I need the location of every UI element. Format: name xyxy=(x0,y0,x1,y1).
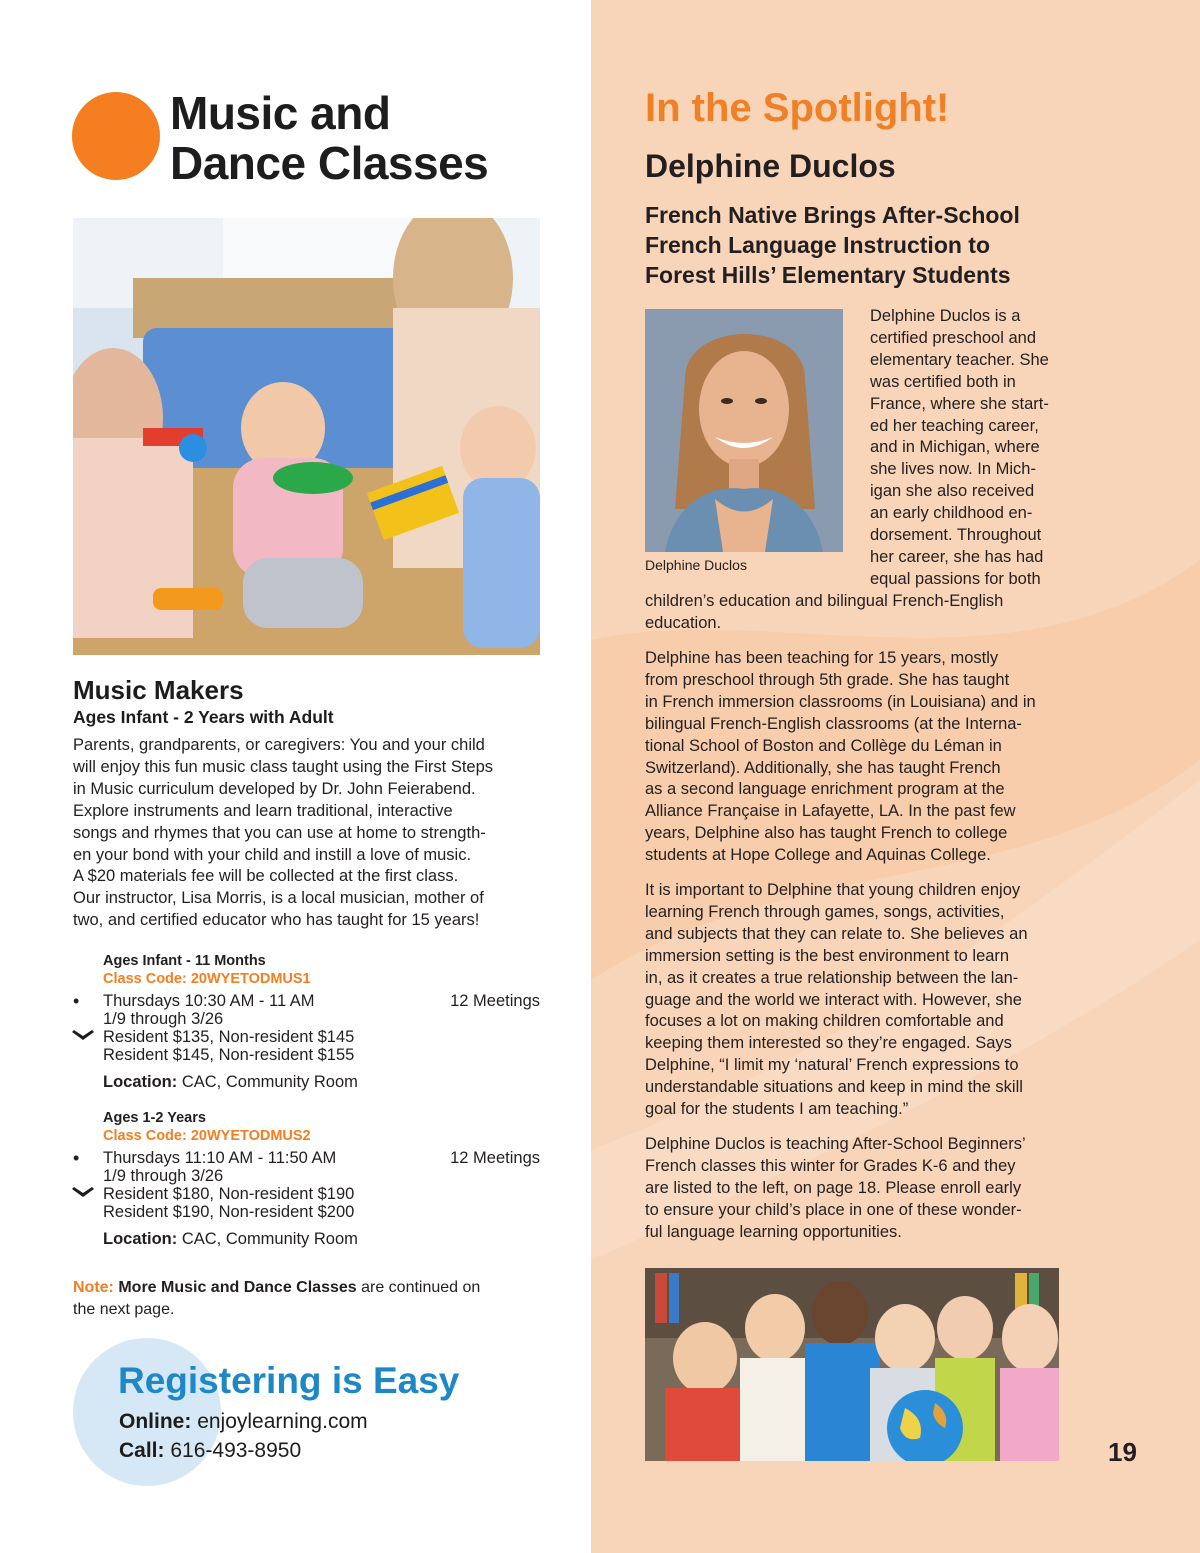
intro-line: she lives now. In Mich- xyxy=(870,460,1036,479)
paragraph-line: are listed to the left, on page 18. Please enroll early xyxy=(645,1178,1022,1197)
online-link[interactable]: enjoylearning.com xyxy=(197,1410,368,1433)
spotlight-paragraph xyxy=(645,648,1065,867)
session-fee-marked-row xyxy=(103,1185,543,1203)
note-text: are continued on xyxy=(361,1279,481,1296)
section-dot-icon xyxy=(72,92,160,180)
paragraph-line: in French immersion classrooms (in Louisiana) and in xyxy=(645,692,1036,711)
class-session xyxy=(73,1109,543,1249)
note-bold: More Music and Dance Classes xyxy=(118,1279,357,1296)
session-dates: 1/9 through 3/26 xyxy=(103,1010,224,1028)
music-class-photo xyxy=(73,218,540,655)
note-label: Note: xyxy=(73,1279,114,1296)
session-age: Ages 1-2 Years xyxy=(103,1110,206,1126)
page-number: 19 xyxy=(1108,1437,1137,1467)
description-line: en your bond with your child and instill a love of music. xyxy=(73,845,472,864)
description-line: Parents, grandparents, or caregivers: You and your child xyxy=(73,736,485,754)
register-title: Registering is Easy xyxy=(118,1360,460,1401)
paragraph-line: as a second language enrichment program at the xyxy=(645,780,1005,799)
paragraph-line: to ensure your child’s place in one of these wonder- xyxy=(645,1200,1022,1219)
session-fee-marked: Resident $180, Non-resident $190 xyxy=(103,1185,355,1203)
session-schedule: Thursdays 11:10 AM - 11:50 AM xyxy=(103,1149,337,1167)
phone-number[interactable]: 616-493-8950 xyxy=(170,1439,302,1462)
intro-line: igan she also received xyxy=(870,482,1035,501)
intro-line: Delphine Duclos is a xyxy=(870,307,1021,325)
session-location xyxy=(103,1229,543,1249)
paragraph-line: immersion setting is the best environment to learn xyxy=(645,946,1010,965)
spotlight-name: Delphine Duclos xyxy=(645,148,896,184)
session-code: Class Code: 20WYETODMUS1 xyxy=(103,971,311,987)
intro-line: ed her teaching career, xyxy=(870,416,1039,435)
session-fee-marked-row xyxy=(103,1028,543,1046)
description-line: will enjoy this fun music class taught using the First Steps xyxy=(73,757,494,776)
section-title xyxy=(170,88,488,188)
paragraph-line: goal for the students I am teaching.” xyxy=(645,1100,909,1119)
intro-line: was certified both in xyxy=(870,372,1016,391)
session-fee-standard: Resident $190, Non-resident $200 xyxy=(103,1203,355,1221)
paragraph-line: It is important to Delphine that young children enjoy xyxy=(645,881,1021,899)
intro-line: her career, she has had xyxy=(870,547,1044,566)
paragraph-line: from preschool through 5th grade. She has taught xyxy=(645,670,1010,689)
description-line: songs and rhymes that you can use at home to strength- xyxy=(73,823,486,842)
call-label: Call: xyxy=(119,1439,165,1462)
paragraph-line: Alliance Française in Lafayette, LA. In the past few xyxy=(645,802,1016,821)
session-meetings: 12 Meetings xyxy=(450,992,540,1010)
session-fee-standard: Resident $145, Non-resident $155 xyxy=(103,1046,355,1064)
register-call xyxy=(119,1439,301,1463)
paragraph-line: years, Delphine also has taught French to college xyxy=(645,824,1008,843)
register-online xyxy=(119,1410,368,1434)
paragraph-line: focuses a lot on making children comfortable and xyxy=(645,1012,1004,1031)
location-label: Location: xyxy=(103,1230,178,1248)
paragraph-line: in, as it creates a true relationship between the lan- xyxy=(645,968,1019,987)
paragraph-line: and subjects that they can relate to. She believes an xyxy=(645,924,1028,943)
session-dates: 1/9 through 3/26 xyxy=(103,1167,224,1185)
session-code: Class Code: 20WYETODMUS2 xyxy=(103,1128,311,1144)
session-meetings: 12 Meetings xyxy=(450,1149,540,1167)
paragraph-line: ful language learning opportunities. xyxy=(645,1222,902,1241)
bullet-icon: • xyxy=(73,1148,80,1168)
headline-line: French Language Instruction to xyxy=(645,232,991,258)
intro-line: France, where she start- xyxy=(870,394,1049,413)
spotlight-paragraph xyxy=(645,1134,1065,1244)
headline-line: Forest Hills’ Elementary Students xyxy=(645,262,1011,288)
session-location xyxy=(103,1072,543,1092)
continuation-note xyxy=(73,1277,533,1321)
bullet-icon: • xyxy=(73,991,80,1011)
intro-line: and in Michigan, where xyxy=(870,438,1040,457)
intro-line: equal passions for both xyxy=(870,569,1041,588)
intro-line: education. xyxy=(645,613,722,632)
description-line: two, and certified educator who has taught for 15 years! xyxy=(73,911,480,930)
location-value: CAC, Community Room xyxy=(181,1073,358,1091)
resident-mark-icon xyxy=(71,1029,95,1043)
class-session xyxy=(73,952,543,1092)
paragraph-line: tional School of Boston and Collège du Léman in xyxy=(645,736,1002,755)
portrait-photo xyxy=(645,309,843,552)
paragraph-line: understandable situations and keep in mind the skill xyxy=(645,1078,1023,1097)
paragraph-line: keeping them interested so they’re engaged. Says xyxy=(645,1034,1012,1053)
paragraph-line: learning French through games, songs, activities, xyxy=(645,902,1005,921)
spotlight-intro-continued xyxy=(645,591,1065,635)
headline-line: French Native Brings After-School xyxy=(645,202,1020,228)
intro-line: an early childhood en- xyxy=(870,504,1033,523)
paragraph-line: students at Hope College and Aquinas College. xyxy=(645,846,991,865)
resident-mark-icon xyxy=(71,1186,95,1200)
session-schedule-row xyxy=(73,991,543,1011)
description-line: Our instructor, Lisa Morris, is a local musician, mother of xyxy=(73,889,484,908)
online-label: Online: xyxy=(119,1410,192,1433)
session-schedule: Thursdays 10:30 AM - 11 AM xyxy=(103,992,315,1010)
paragraph-line: French classes this winter for Grades K-6 and they xyxy=(645,1156,1016,1175)
location-label: Location: xyxy=(103,1073,178,1091)
description-line: in Music curriculum developed by Dr. John Feierabend. xyxy=(73,779,476,798)
section-title-line: Dance Classes xyxy=(170,137,489,189)
paragraph-line: guage and the world we interact with. However, she xyxy=(645,990,1022,1009)
description-line: A $20 materials fee will be collected at the first class. xyxy=(73,867,459,886)
session-fee-marked: Resident $135, Non-resident $145 xyxy=(103,1028,355,1046)
intro-line: dorsement. Throughout xyxy=(870,526,1042,545)
class-title: Music Makers xyxy=(73,675,244,705)
session-age: Ages Infant - 11 Months xyxy=(103,953,266,969)
intro-line: children’s education and bilingual French-English xyxy=(645,592,1004,610)
intro-line: certified preschool and xyxy=(870,328,1037,347)
class-description xyxy=(73,735,545,932)
paragraph-line: Switzerland). Additionally, she has taught French xyxy=(645,758,1001,777)
spotlight-title: In the Spotlight! xyxy=(645,86,950,130)
section-title-line: Music and xyxy=(170,87,391,139)
paragraph-line: bilingual French-English classrooms (at the Interna- xyxy=(645,714,1022,733)
paragraph-line: Delphine, “I limit my ‘natural’ French expressions to xyxy=(645,1056,1019,1075)
children-globe-photo xyxy=(645,1268,1059,1461)
paragraph-line: Delphine Duclos is teaching After-School Beginners’ xyxy=(645,1135,1026,1153)
spotlight-headline xyxy=(645,200,1065,290)
portrait-caption: Delphine Duclos xyxy=(645,557,747,573)
spotlight-paragraph xyxy=(645,880,1065,1121)
paragraph-line: Delphine has been teaching for 15 years, mostly xyxy=(645,649,999,667)
class-subtitle: Ages Infant - 2 Years with Adult xyxy=(73,707,334,727)
session-schedule-row xyxy=(73,1148,543,1168)
spotlight-intro xyxy=(870,306,1065,591)
location-value: CAC, Community Room xyxy=(181,1230,358,1248)
note-text: the next page. xyxy=(73,1301,175,1318)
intro-line: elementary teacher. She xyxy=(870,350,1049,369)
description-line: Explore instruments and learn traditional, interactive xyxy=(73,801,453,820)
